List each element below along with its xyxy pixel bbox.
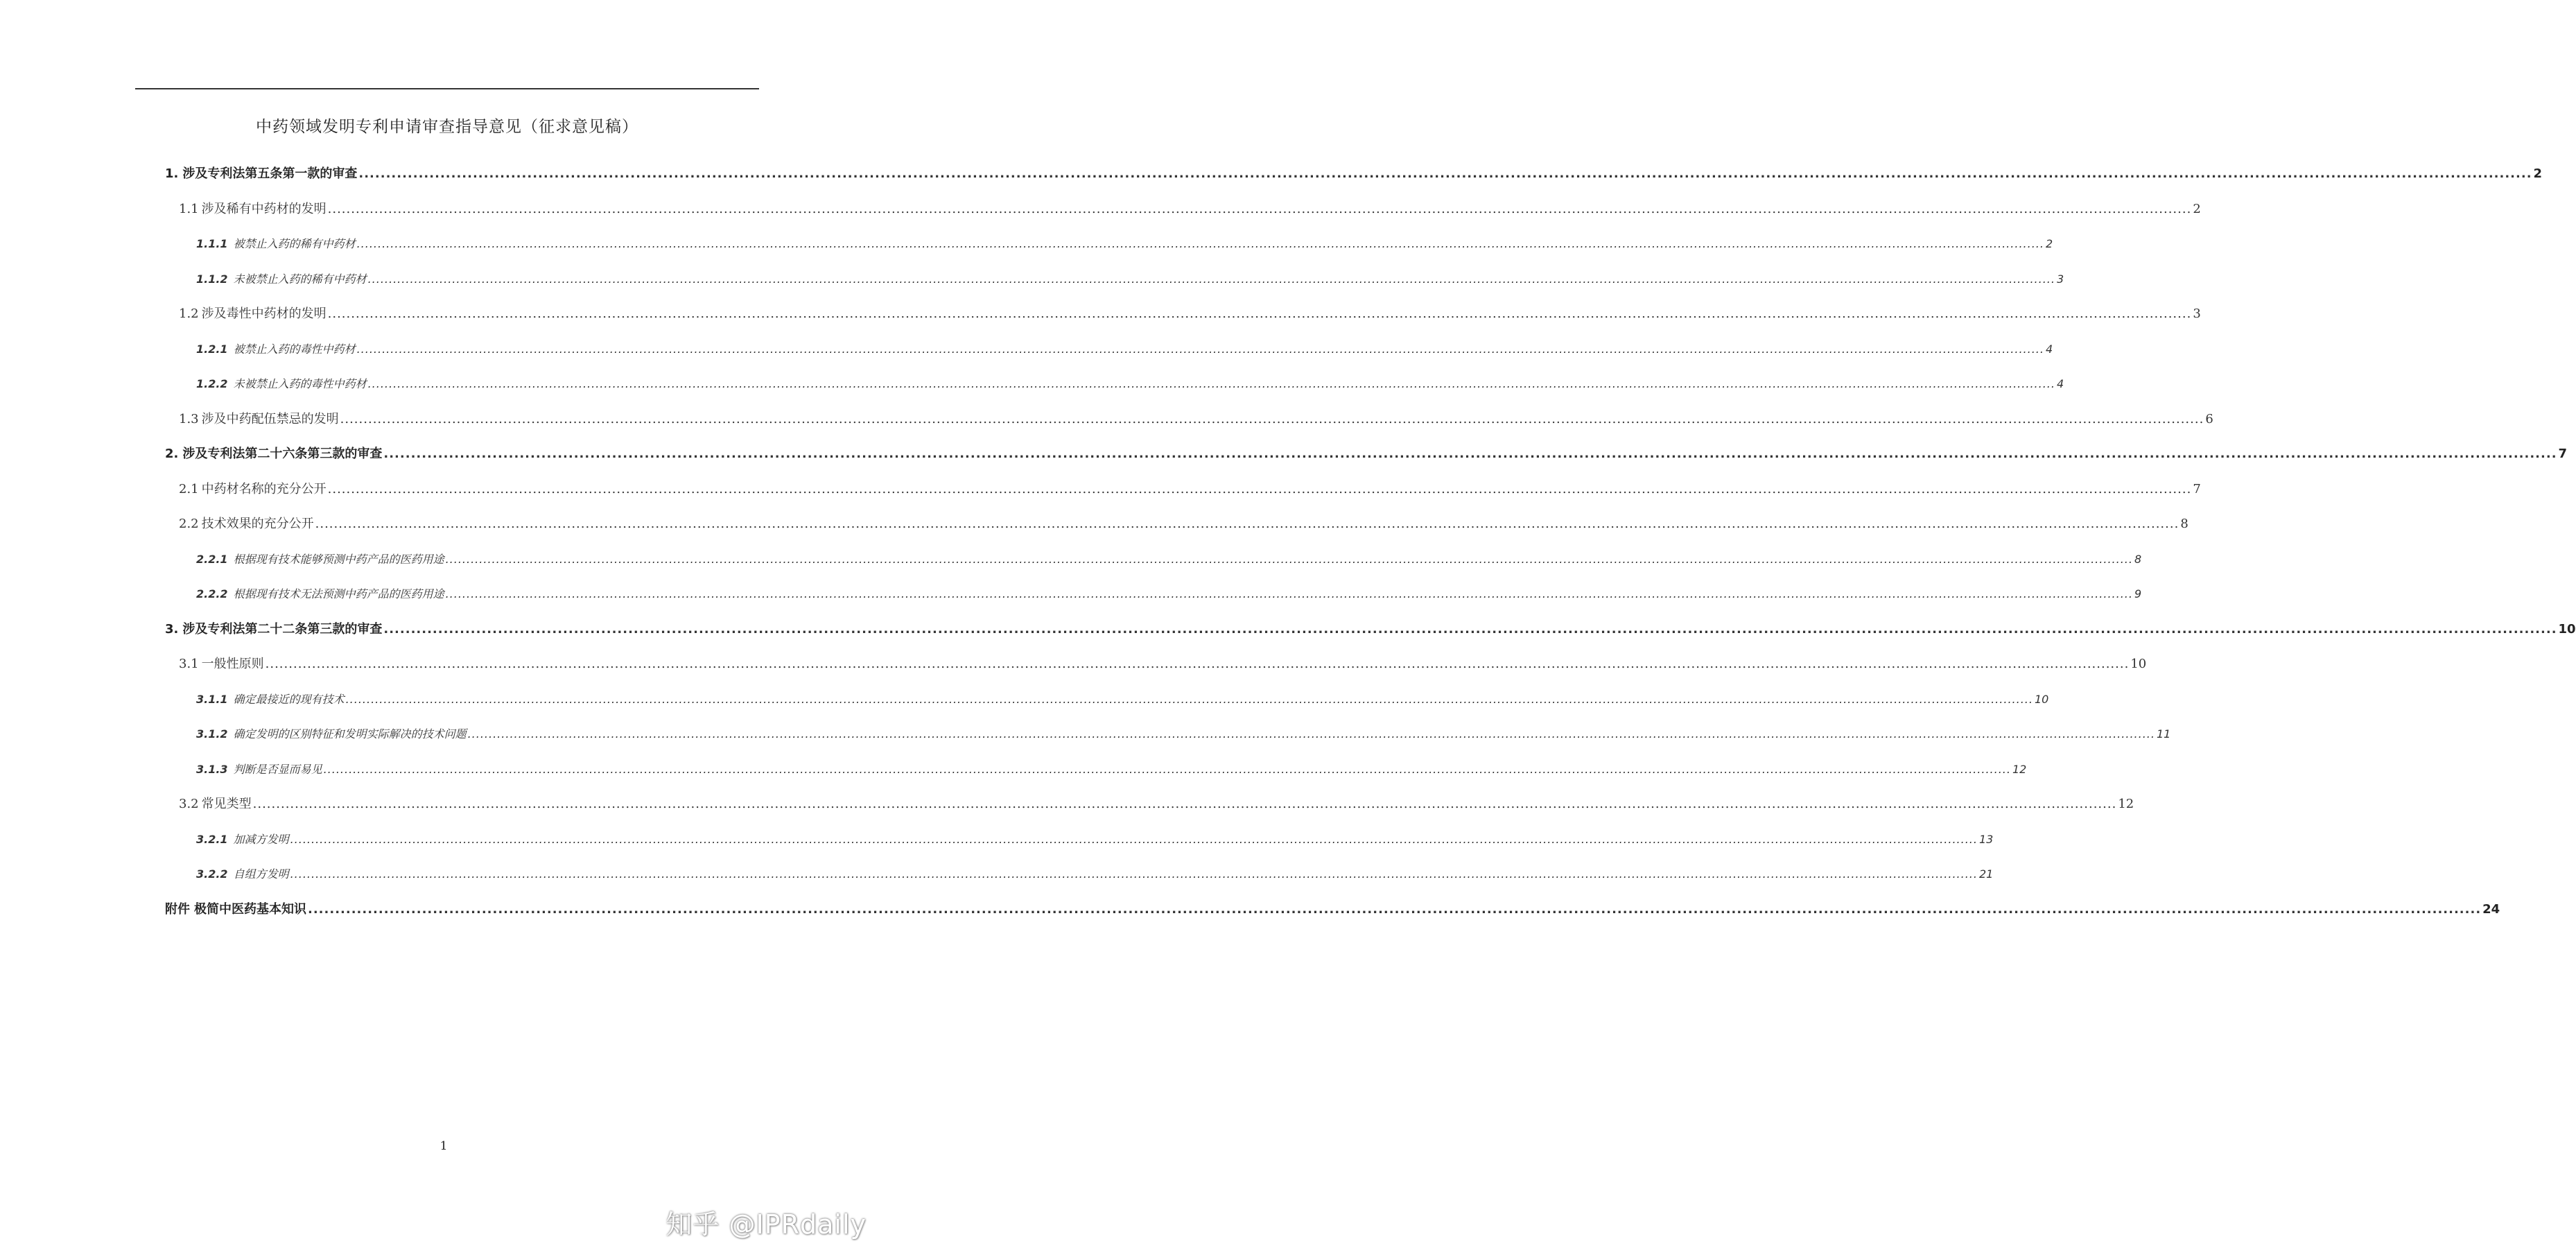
toc-entry[interactable] (196, 756, 2027, 777)
toc-entry-title: 中药材名称的充分公开 (201, 482, 327, 496)
toc-entry[interactable] (196, 826, 1994, 847)
toc-entry-title: 涉及中药配伍禁忌的发明 (201, 412, 339, 426)
toc-entry-page: 6 (2205, 412, 2213, 426)
toc-entry-title: 被禁止入药的稀有中药材 (233, 237, 356, 250)
toc-entry[interactable] (179, 301, 2201, 322)
toc-entry-title: 未被禁止入药的稀有中药材 (233, 272, 367, 286)
page-number: 1 (440, 1139, 448, 1153)
toc-entry-page: 2 (2193, 202, 2201, 216)
toc-entry[interactable] (196, 581, 2142, 602)
toc-dot-leader: ................................................................................................................................................................................................................................................................................................................................................................................................................ (290, 867, 1978, 881)
toc-entry-number: 1. (165, 166, 179, 181)
toc-entry-number: 3.2.1 (196, 833, 228, 846)
toc-dot-leader: ................................................................................................................................................................................................................................................................................................................................................................................................................ (265, 657, 2130, 671)
toc-entry-title: 极简中医药基本知识 (194, 902, 306, 917)
toc-entry-number: 2.2.1 (196, 553, 228, 566)
toc-entry[interactable] (196, 861, 1994, 882)
toc-dot-leader: ................................................................................................................................................................................................................................................................................................................................................................................................................ (327, 482, 2192, 496)
toc-entry[interactable] (179, 406, 2213, 427)
toc-dot-leader: ................................................................................................................................................................................................................................................................................................................................................................................................................ (345, 693, 2033, 706)
toc-entry[interactable] (179, 651, 2147, 672)
toc-entry[interactable] (165, 161, 2543, 182)
toc-entry-page: 24 (2482, 902, 2500, 917)
toc-dot-leader: ................................................................................................................................................................................................................................................................................................................................................................................................................ (340, 412, 2204, 426)
toc-entry-page: 7 (2558, 447, 2568, 461)
toc-entry-page: 8 (2134, 553, 2142, 566)
toc-dot-leader: ................................................................................................................................................................................................................................................................................................................................................................................................................ (252, 797, 2117, 811)
toc-entry[interactable] (179, 511, 2188, 532)
toc-entry-page: 7 (2193, 482, 2201, 496)
toc-dot-leader: ................................................................................................................................................................................................................................................................................................................................................................................................................ (367, 377, 2055, 390)
document-title: 中药领域发明专利申请审查指导意见（征求意见稿） (256, 118, 638, 136)
toc-entry-page: 12 (2012, 763, 2027, 776)
toc-entry-number: 3.2 (179, 797, 199, 811)
watermark: 知乎 @IPRdaily (665, 1209, 867, 1240)
toc-entry-page: 4 (2056, 377, 2064, 390)
toc-entry[interactable] (179, 476, 2201, 497)
toc-entry-number: 1.3 (179, 412, 199, 426)
toc-entry-number: 1.2.2 (196, 377, 228, 390)
toc-dot-leader: ................................................................................................................................................................................................................................................................................................................................................................................................................ (383, 622, 2557, 637)
toc-entry-page: 8 (2180, 517, 2188, 531)
toc-entry-page: 10 (2034, 693, 2049, 706)
toc-entry-title: 根据现有技术能够预测中药产品的医药用途 (233, 553, 444, 566)
toc-entry-title: 涉及专利法第二十六条第三款的审查 (182, 447, 383, 461)
toc-entry-title: 一般性原则 (201, 657, 264, 671)
toc-entry-title: 被禁止入药的毒性中药材 (233, 343, 356, 356)
toc-entry-number: 1.1.2 (196, 272, 228, 286)
toc-dot-leader: ................................................................................................................................................................................................................................................................................................................................................................................................................ (358, 166, 2532, 181)
toc-dot-leader: ................................................................................................................................................................................................................................................................................................................................................................................................................ (383, 447, 2557, 461)
toc-entry-page: 3 (2056, 272, 2064, 286)
toc-entry-page: 10 (2558, 622, 2576, 637)
toc-dot-leader: ................................................................................................................................................................................................................................................................................................................................................................................................................ (467, 727, 2155, 741)
toc-entry-number: 附件 (165, 902, 190, 917)
toc-entry[interactable] (196, 686, 2049, 707)
toc-entry-number: 1.2.1 (196, 343, 228, 356)
toc-entry[interactable] (196, 336, 2053, 357)
toc-entry-title: 涉及专利法第五条第一款的审查 (182, 166, 358, 181)
toc-entry-page: 10 (2130, 657, 2147, 671)
toc-entry[interactable] (165, 897, 2500, 917)
toc-entry[interactable] (196, 546, 2142, 567)
toc-entry[interactable] (179, 791, 2134, 812)
toc-entry-number: 1.2 (179, 306, 199, 321)
toc-entry-number: 2. (165, 447, 179, 461)
toc-entry-title: 未被禁止入药的毒性中药材 (233, 377, 367, 390)
toc-dot-leader: ................................................................................................................................................................................................................................................................................................................................................................................................................ (290, 833, 1978, 846)
toc-entry-page: 21 (1978, 867, 1994, 881)
toc-entry-page: 4 (2045, 343, 2053, 356)
toc-entry-number: 1.1 (179, 202, 199, 216)
toc-entry-title: 判断是否显而易见 (233, 763, 322, 776)
toc-entry[interactable] (179, 196, 2201, 217)
toc-entry-number: 3.1.1 (196, 693, 228, 706)
toc-entry-number: 3.1 (179, 657, 199, 671)
toc-entry-number: 3. (165, 622, 179, 637)
toc-entry-title: 技术效果的充分公开 (201, 517, 314, 531)
toc-entry-page: 12 (2118, 797, 2134, 811)
toc-dot-leader: ................................................................................................................................................................................................................................................................................................................................................................................................................ (327, 202, 2192, 216)
toc-entry-page: 2 (2045, 237, 2053, 250)
toc-entry[interactable] (165, 616, 2576, 637)
toc-entry[interactable] (196, 231, 2053, 252)
toc-entry-page: 9 (2134, 587, 2142, 600)
toc-entry[interactable] (196, 266, 2064, 287)
toc-entry-number: 3.1.3 (196, 763, 228, 776)
toc-entry-title: 常见类型 (201, 797, 252, 811)
toc-entry[interactable] (196, 721, 2171, 742)
toc-entry-title: 涉及毒性中药材的发明 (201, 306, 327, 321)
toc-entry-title: 根据现有技术无法预测中药产品的医药用途 (233, 587, 444, 600)
toc-entry-page: 2 (2533, 166, 2543, 181)
toc-entry-title: 涉及专利法第二十二条第三款的审查 (182, 622, 383, 637)
toc-entry-number: 2.2.2 (196, 587, 228, 600)
toc-entry[interactable] (165, 441, 2568, 462)
toc-entry-number: 3.1.2 (196, 727, 228, 741)
toc-dot-leader: ................................................................................................................................................................................................................................................................................................................................................................................................................ (323, 763, 2011, 776)
toc-entry-number: 2.1 (179, 482, 199, 496)
toc-entry-title: 确定发明的区别特征和发明实际解决的技术问题 (233, 727, 467, 741)
toc-dot-leader: ................................................................................................................................................................................................................................................................................................................................................................................................................ (445, 553, 2133, 566)
toc-entry-number: 3.2.2 (196, 867, 228, 881)
toc-entry-page: 13 (1978, 833, 1994, 846)
toc-dot-leader: ................................................................................................................................................................................................................................................................................................................................................................................................................ (356, 343, 2044, 356)
toc-dot-leader: ................................................................................................................................................................................................................................................................................................................................................................................................................ (367, 272, 2055, 286)
toc-entry-title: 确定最接近的现有技术 (233, 693, 345, 706)
toc-entry-title: 加减方发明 (233, 833, 289, 846)
toc-entry-number: 1.1.1 (196, 237, 228, 250)
toc-dot-leader: ................................................................................................................................................................................................................................................................................................................................................................................................................ (356, 237, 2044, 250)
toc-dot-leader: ................................................................................................................................................................................................................................................................................................................................................................................................................ (315, 517, 2179, 531)
toc-entry[interactable] (196, 371, 2064, 392)
toc-entry-page: 11 (2156, 727, 2171, 741)
toc-entry-title: 涉及稀有中药材的发明 (201, 202, 327, 216)
toc-dot-leader: ................................................................................................................................................................................................................................................................................................................................................................................................................ (327, 306, 2192, 321)
toc-dot-leader: ................................................................................................................................................................................................................................................................................................................................................................................................................ (445, 587, 2133, 600)
toc-entry-number: 2.2 (179, 517, 199, 531)
toc-dot-leader: ................................................................................................................................................................................................................................................................................................................................................................................................................ (308, 902, 2482, 917)
toc-entry-page: 3 (2193, 306, 2201, 321)
toc-entry-title: 自组方发明 (233, 867, 289, 881)
